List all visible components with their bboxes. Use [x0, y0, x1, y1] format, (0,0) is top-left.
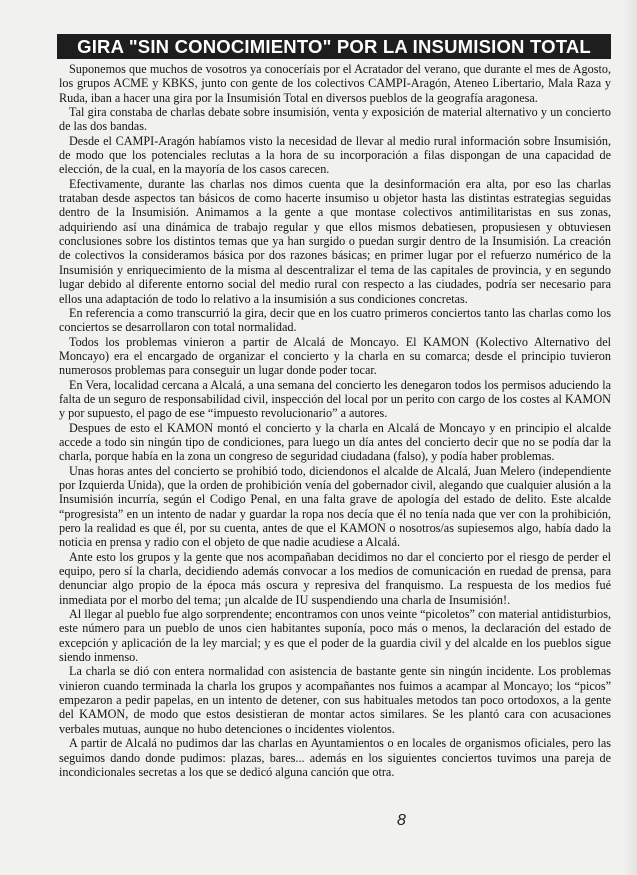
paragraph: A partir de Alcalá no pudimos dar las charlas en Ayuntamientos o en locales de organismos oficiales, pero las seguimos dando donde pudimos: plazas, bares... además en los siguientes conciertos tuvimos una pareja de incondicionales secretas a los que se dedicó alguna canción que otra. — [59, 736, 611, 779]
paragraph: Desde el CAMPI-Aragón habíamos visto la necesidad de llevar al medio rural información sobre Insumisión, de modo que los potenciales reclutas a la hora de su incorporación a filas dispongan de una capacidad de elección, de la cual, en la mayoría de los casos carecen. — [59, 133, 611, 177]
paragraph: En referencia a como transcurrió la gira, decir que en los cuatro primeros conciertos tanto las charlas como los conciertos se desarrollaron con total normalidad. — [59, 305, 611, 335]
paragraph: La charla se dió con entera normalidad con asistencia de bastante gente sin ningún incidente. Los problemas vinieron cuando terminada la charla los grupos y acompañantes nos fuimos a acampar al Moncayo; los “picos” empezaron a pedir papelas, en un intento de detener, con sus habituales metodos tan poco ortodoxos, a la gente del KAMON, de modo que estos desistieran de montar actos similares. Se les plantó cara con acusaciones verbales mutuas, aunque no hubo detenciones o incidentes violentos. — [59, 664, 611, 736]
paragraph: Todos los problemas vinieron a partir de Alcalá de Moncayo. El KAMON (Kolectivo Alternativo del Moncayo) era el encargado de organizar el concierto y la charla en su comarca; desde el principio tuvieron numerosos problemas para conseguir un lugar donde poder tocar. — [59, 334, 611, 378]
paragraph: Ante esto los grupos y la gente que nos acompañaban decidimos no dar el concierto por el riesgo de perder el equipo, pero sí la charla, decidiendo además convocar a los medios de comunicación en ruedad de prensa, para denunciar algo propio de la época más oscura y represiva del franquismo. La respuesta de los medios fué inmediata por el morbo del tema; ¡un alcalde de IU suspendiendo una charla de Insumisión!. — [59, 549, 611, 607]
paragraph: Al llegar al pueblo fue algo sorprendente; encontramos con unos veinte “picoletos” con material antidisturbios, este número para un pueblo de unos cien habitantes suponía, poco más o menos, la declaración del estado de excepción y aplicación de la ley marcial; y es que el poder de la guardia civil y del alcalde en los pueblos sigue siendo inmenso. — [59, 607, 611, 665]
article-title: GIRA "SIN CONOCIMIENTO" POR LA INSUMISION TOTAL — [57, 34, 611, 59]
paragraph: Tal gira constaba de charlas debate sobre insumisión, venta y exposición de material alternativo y un concierto de las dos bandas. — [59, 105, 611, 134]
page-number: 8 — [397, 812, 406, 829]
paragraph: Despues de esto el KAMON montó el concierto y la charla en Alcalá de Moncayo y en principio el alcalde accede a todo sin ningún tipo de condiciones, para luego un día antes del concierto decir que no se podía dar la charla, porque había en la zona un congreso de seguridad ciudadana (falso), y podía haber problemas. — [59, 420, 611, 464]
paragraph: En Vera, localidad cercana a Alcalá, a una semana del concierto les denegaron todos los permisos aduciendo la falta de un seguro de responsabilidad civil, inspección del local por un perito con cargo de los costes al KAMON y por supuesto, el pago de ese “impuesto revolucionario” a autores. — [59, 377, 611, 421]
page-edge-shadow — [623, 0, 637, 875]
paragraph: Efectivamente, durante las charlas nos dimos cuenta que la desinformación era alta, por eso las charlas trataban desde aspectos tan básicos de como hacerte insumiso u objetor hasta las distintas estrategias seguidas dentro de la Insumisión. Animamos a la gente a que montase colectivos antimilitaristas en sus zonas, adquiriendo así una dinámica de trabajo regular y que ellos mismos debatiesen, propusiesen y obtuviesen conclusiones sobre los distintos temas que ya han surgido o puedan surgir dentro de la Insumisión. La creación de colectivos la consideramos básica por dos razones básicas; en primer lugar por el refuerzo numérico de la Insumisión y enriquecimiento de la misma al descentralizar el tema de las capitales de provincia, y en segundo lugar debido al diferente entorno social del medio rural con respecto a las ciudades, podría ser necesario para ellos una adaptación de todo lo relativo a la insumisión a sus condiciones concretas. — [59, 176, 611, 306]
article-body — [59, 62, 611, 779]
paragraph: Suponemos que muchos de vosotros ya conoceríais por el Acratador del verano, que durante el mes de Agosto, los grupos ACME y KBKS, junto con gente de los colectivos CAMPI-Aragón, Ateneo Libertario, Mala Raza y Ruda, iban a hacer una gira por la Insumisión Total en diversos pueblos de la geografía aragonesa. — [59, 62, 611, 105]
paragraph: Unas horas antes del concierto se prohibió todo, diciendonos el alcalde de Alcalá, Juan Melero (independiente por Izquierda Unida), que la orden de prohibición venía del gobernador civil, alegando que cualquier alusión a la Insumisión incurría, según el Codigo Penal, en una falta grave de apología del estado de delito. Este alcalde “progresista” en un intento de nadar y guardar la ropa nos decía que él no tenía nada que ver con la prohibición, pero la realidad es que él, por su cuenta, antes de que el KAMON o nosotros/as supiesemos algo, había dado la noticia en prensa y radio con el objeto de que nadie acudiese a Alcalá. — [59, 463, 611, 550]
